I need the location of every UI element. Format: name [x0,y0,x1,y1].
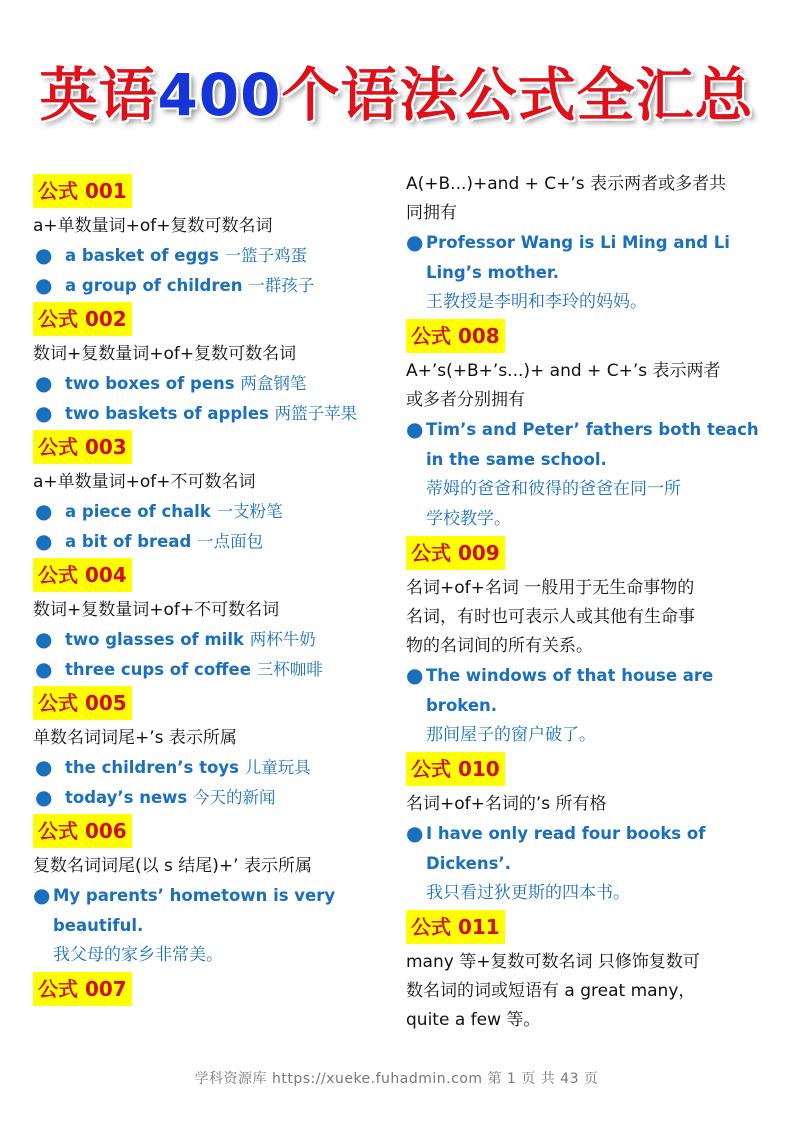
formula-001 [33,172,388,300]
bullet-icon: ● [35,627,53,651]
formula-tag: 公式 004 [33,558,132,592]
formula-tag: 公式 011 [406,910,505,944]
formula-tag: 公式 008 [406,319,505,353]
example-translation: 我只看过狄更斯的四本书。 [426,883,630,903]
bullet-icon: ● [35,400,53,425]
example-zh: 今天的新闻 [193,787,276,807]
example-zh: 一篮子鸡蛋 [224,246,308,265]
formula-tag: 公式 005 [33,686,132,720]
formula-rule: a+单数量词+of+复数可数名词 [33,216,273,236]
title-part1: 英语 [39,61,158,129]
formula-tag: 公式 006 [33,814,132,848]
bullet-icon: ● [406,230,424,254]
title-part3: 个语法公式全汇总 [281,61,754,129]
formula-011-rule-cont: quite a few 等。 [406,1010,541,1030]
example-continuation: beautiful. [53,915,144,935]
formula-009-rule-cont: 名词，有时也可表示人或其他有生命事 [406,607,695,627]
example-en: two boxes of pens [65,374,235,393]
example-en: a group of children [65,275,243,295]
page-title [0,61,793,129]
formula-008-rule: A+’s(+B+’s...)+ and + C+’s 表示两者 [406,361,721,381]
bullet-icon: ● [406,821,424,845]
formula-tag: 公式 010 [406,752,505,786]
bullet-icon: ● [35,656,53,681]
example-item [33,241,388,271]
example-item [33,655,388,685]
bullet-icon: ● [35,755,53,779]
bullet-icon: ● [35,243,53,267]
formula-rule: 单数名词词尾+’s 表示所属 [33,728,237,748]
bullet-icon: ● [406,417,424,441]
formula-rule: 数词+复数量词+of+不可数名词 [33,600,280,620]
bullet-icon: ● [406,663,424,687]
bullet-icon: ● [33,883,51,907]
title-part2: 400 [157,61,282,129]
example-item [406,819,764,849]
page-footer: 学科资源库 https://xueke.fuhadmin.com 第 1 页 共 43 页 [194,1071,599,1087]
example-en: a piece of chalk [65,502,211,521]
example-zh: 一群孩子 [248,275,315,295]
example-continuation: in the same school. [426,449,607,469]
example-en: I have only read four books of [426,824,706,843]
bullet-icon: ● [35,499,53,523]
formula-007 [33,970,388,1010]
left-column [33,172,388,1010]
bullet-icon: ● [35,784,53,809]
formula-011-rule: many 等+复数可数名词 只修饰复数可 [406,952,700,972]
example-en: The windows of that house are [426,666,714,685]
example-zh: 两杯牛奶 [249,630,316,649]
example-item [33,369,388,399]
example-item [33,783,388,813]
formula-rule: 数词+复数量词+of+复数可数名词 [33,344,297,364]
formula-007-rule: A(+B...)+and + C+’s 表示两者或多者共 [406,174,727,194]
example-en: two glasses of milk [65,630,244,649]
example-zh: 两篮子苹果 [274,403,358,423]
example-en: today’s news [65,787,188,807]
formula-003 [33,428,388,556]
right-column [406,170,764,1035]
formula-004 [33,556,388,684]
example-en: a bit of bread [65,531,192,551]
example-translation: 我父母的家乡非常美。 [53,945,223,965]
example-en: the children’s toys [65,758,239,777]
example-en: Professor Wang is Li Ming and Li [426,233,730,252]
formula-007-rule-cont: 同拥有 [406,203,457,223]
example-en: three cups of coffee [65,659,251,679]
formula-009-rule: 名词+of+名词 一般用于无生命事物的 [406,578,695,598]
formula-009-rule-cont: 物的名词间的所有关系。 [406,636,593,656]
example-en: Tim’s and Peter’ fathers both teach [426,420,759,439]
example-item [33,881,388,911]
example-zh: 儿童玩具 [244,758,311,777]
formula-rule: 复数名词词尾(以 s 结尾)+’ 表示所属 [33,856,312,876]
formula-tag: 公式 002 [33,302,132,336]
example-translation: 那间屋子的窗户破了。 [426,725,596,745]
example-translation: 王教授是李明和李玲的妈妈。 [426,292,647,312]
example-en: My parents’ hometown is very [53,886,336,905]
example-item [406,661,764,691]
example-zh: 一点面包 [197,531,264,551]
example-continuation: broken. [426,695,498,715]
example-item [33,271,388,301]
bullet-icon: ● [35,528,53,553]
example-item [33,753,388,783]
formula-008-rule-cont: 或多者分别拥有 [406,390,525,410]
example-en: two baskets of apples [65,403,269,423]
example-en: a basket of eggs [65,246,219,265]
example-continuation: Dickens’. [426,853,511,873]
example-item [406,228,764,258]
example-item [33,527,388,557]
bullet-icon: ● [35,371,53,395]
example-item [33,497,388,527]
example-zh: 两盒钢笔 [240,374,307,393]
bullet-icon: ● [35,272,53,297]
example-translation: 蒂姆的爸爸和彼得的爸爸在同一所 [426,479,681,499]
example-item [33,399,388,429]
formula-tag: 公式 003 [33,430,132,464]
formula-rule: a+单数量词+of+不可数名词 [33,472,256,492]
formula-002 [33,300,388,428]
example-zh: 一支粉笔 [216,502,283,521]
formula-011-rule-cont: 数名词的词或短语有 a great many， [406,981,696,1001]
formula-010-rule: 名词+of+名词的’s 所有格 [406,794,607,814]
formula-005 [33,684,388,812]
formula-tag: 公式 009 [406,536,505,570]
formula-tag: 公式 001 [33,174,132,208]
formula-006 [33,812,388,970]
example-zh: 三杯咖啡 [256,659,323,679]
example-item [406,415,764,445]
example-continuation: Ling’s mother. [426,262,559,282]
example-translation-cont: 学校教学。 [426,509,511,529]
example-item [33,625,388,655]
formula-tag: 公式 007 [33,972,132,1006]
